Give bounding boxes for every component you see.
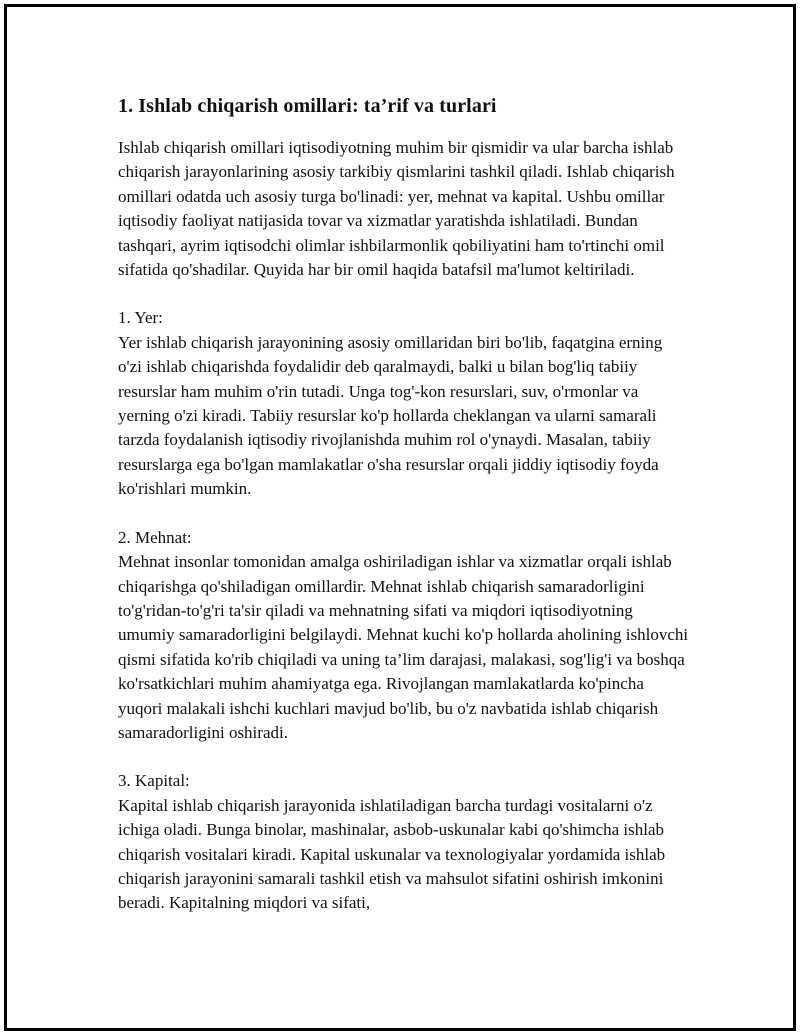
document-body [118,92,690,916]
section-kapital [118,769,690,915]
section-heading: 3. Kapital: [118,771,190,791]
section-mehnat [118,526,690,746]
section-yer [118,306,690,501]
section-heading: 1. Yer: [118,308,163,328]
section-heading: 2. Mehnat: [118,527,192,547]
section-body: Mehnat insonlar tomonidan amalga oshiriladigan ishlar va xizmatlar orqali ishlab chiqarishga qo'shiladigan omillardir. Mehnat ishlab chiqarish samaradorligini to'g'ridan-to'g'ri ta'sir qiladi va mehnatning sifati va miqdori iqtisodiyotning umumiy samaradorligini belgilaydi. Mehnat kuchi ko'p hollarda aholining ishlovchi qismi sifatida ko'rib chiqiladi va uning ta’lim darajasi, malakasi, sog'lig'i va boshqa ko'rsatkichlari muhim ahamiyatga ega. Rivojlangan mamlakatlarda ko'pincha yuqori malakali ishchi kuchlari mavjud bo'lib, bu o'z navbatida ishlab chiqarish samaradorligini oshiradi. [118,552,689,742]
section-body: Kapital ishlab chiqarish jarayonida ishlatiladigan barcha turdagi vositalarni o'z ichiga oladi. Bunga binolar, mashinalar, asbob-uskunalar kabi qo'shimcha ishlab chiqarish vositalari kiradi. Kapital uskunalar va texnologiyalar yordamida ishlab chiqarish jarayonini samarali tashkil etish va mahsulot sifatini oshirish imkonini beradi. Kapitalning miqdori va sifati, [118,795,666,913]
document-title: 1. Ishlab chiqarish omillari: ta’rif va turlari [118,95,497,117]
intro-paragraph: Ishlab chiqarish omillari iqtisodiyotning muhim bir qismidir va ular barcha ishlab chiqarish jarayonlarining asosiy tarkibiy qismlarini tashkil qiladi. Ishlab chiqarish omillari odatda uch asosiy turga bo'linadi: yer, mehnat va kapital. Ushbu omillar iqtisodiy faoliyat natijasida tovar va xizmatlar yaratishda ishlatiladi. Bundan tashqari, ayrim iqtisodchi olimlar ishbilarmonlik qobiliyatini ham to'rtinchi omil sifatida qo'shadilar. Quyida har bir omil haqida batafsil ma'lumot keltiriladi. [118,138,675,280]
section-body: Yer ishlab chiqarish jarayonining asosiy omillaridan biri bo'lib, faqatgina erning o'zi ishlab chiqarishda foydalidir deb qaralmaydi, balki u bilan bog'liq tabiiy resurslar ham muhim o'rin tutadi. Unga tog'-kon resurslari, suv, o'rmonlar va yerning o'zi kiradi. Tabiiy resurslar ko'p hollarda cheklangan va ularni samarali tarzda foydalanish iqtisodiy rivojlanishda muhim rol o'ynaydi. Masalan, tabiiy resurslarga ega bo'lgan mamlakatlar o'sha resurslar orqali jiddiy iqtisodiy foyda ko'rishlari mumkin. [118,332,663,499]
